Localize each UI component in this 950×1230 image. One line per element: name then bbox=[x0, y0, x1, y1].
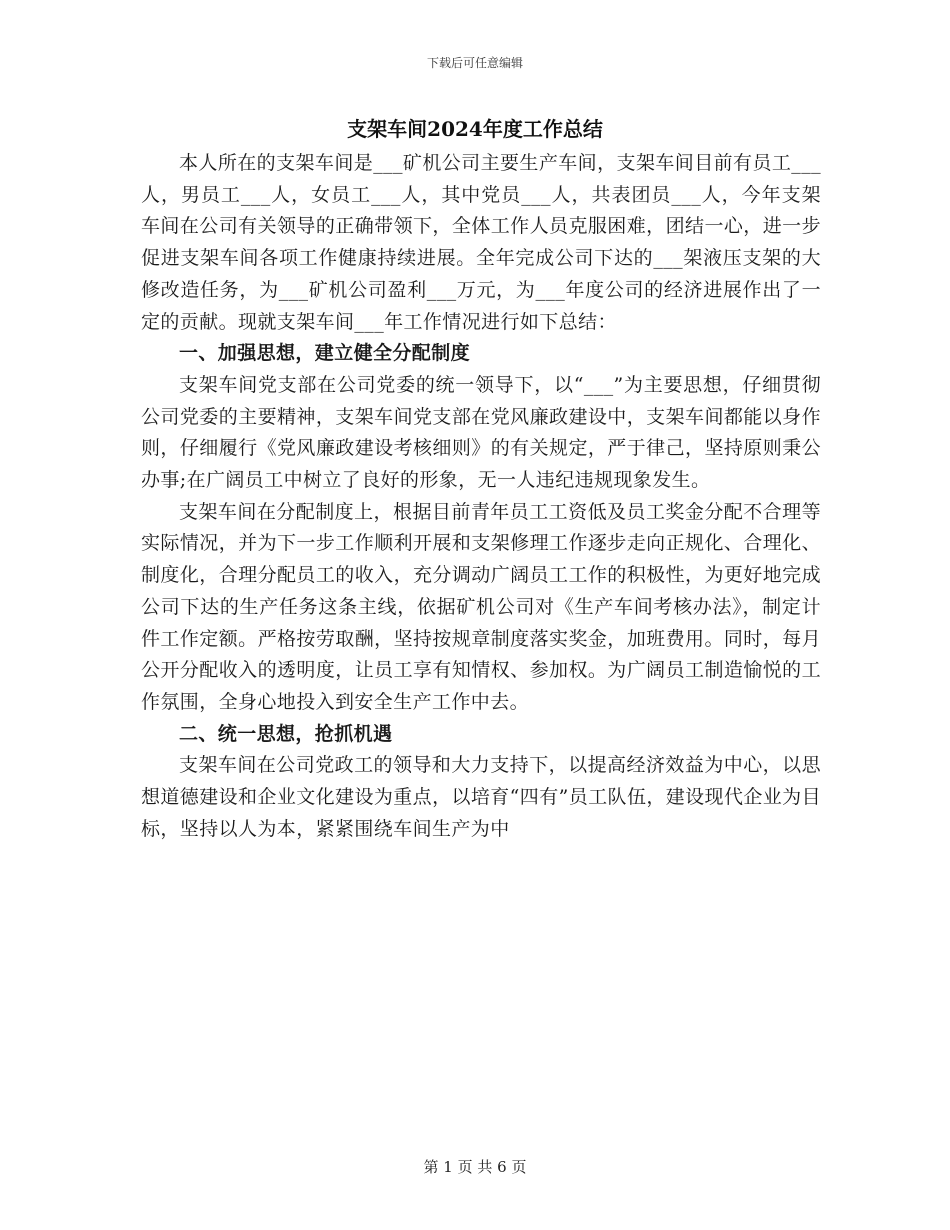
section-1-heading: 一、加强思想，建立健全分配制度 bbox=[179, 342, 471, 365]
section-1-paragraph-1: 支架车间党支部在公司党委的统一领导下，以“___”为主要思想，仔细贯彻公司党委的主要精神，支架车间党支部在党风廉政建设中，支架车间都能以身作则，仔细履行《党风廉政建设考核细则》的有关规定，严于律己，坚持原则秉公办事;在广阔员工中树立了良好的形象，无一人违纪违规现象发生。 bbox=[141, 373, 821, 492]
document-body bbox=[141, 148, 821, 845]
header-note: 下载后可任意编辑 bbox=[426, 56, 523, 70]
page-footer: 第 1 页 共 6 页 bbox=[423, 1158, 527, 1176]
section-1-paragraph-2: 支架车间在分配制度上，根据目前青年员工工资低及员工奖金分配不合理等实际情况，并为下一步工作顺利开展和支架修理工作逐步走向正规化、合理化、制度化，合理分配员工的收入，充分调动广阔员工工作的积极性，为更好地完成公司下达的生产任务这条主线，依据矿机公司对《生产车间考核办法》，制定计件工作定额。严格按劳取酬，坚持按规章制度落实奖金，加班费用。同时，每月公开分配收入的透明度，让员工享有知情权、参加权。为广阔员工制造愉悦的工作氛围，全身心地投入到安全生产工作中去。 bbox=[141, 500, 821, 713]
intro-paragraph: 本人所在的支架车间是___矿机公司主要生产车间，支架车间目前有员工___人，男员工___人，女员工___人，其中党员___人，共表团员___人，今年支架车间在公司有关领导的正确带领下，全体工作人员克服困难，团结一心，进一步促进支架车间各项工作健康持续进展。全年完成公司下达的___架液压支架的大修改造任务，为___矿机公司盈利___万元，为___年度公司的经济进展作出了一定的贡献。现就支架车间___年工作情况进行如下总结： bbox=[141, 152, 821, 333]
section-2-paragraph-1: 支架车间在公司党政工的领导和大力支持下，以提高经济效益为中心，以思想道德建设和企业文化建设为重点，以培育“四有”员工队伍，建设现代企业为目标，坚持以人为本，紧紧围绕车间生产为中 bbox=[141, 754, 821, 840]
section-2-heading: 二、统一思想，抢抓机遇 bbox=[179, 722, 393, 745]
document-title: 支架车间2024年度工作总结 bbox=[347, 117, 603, 141]
